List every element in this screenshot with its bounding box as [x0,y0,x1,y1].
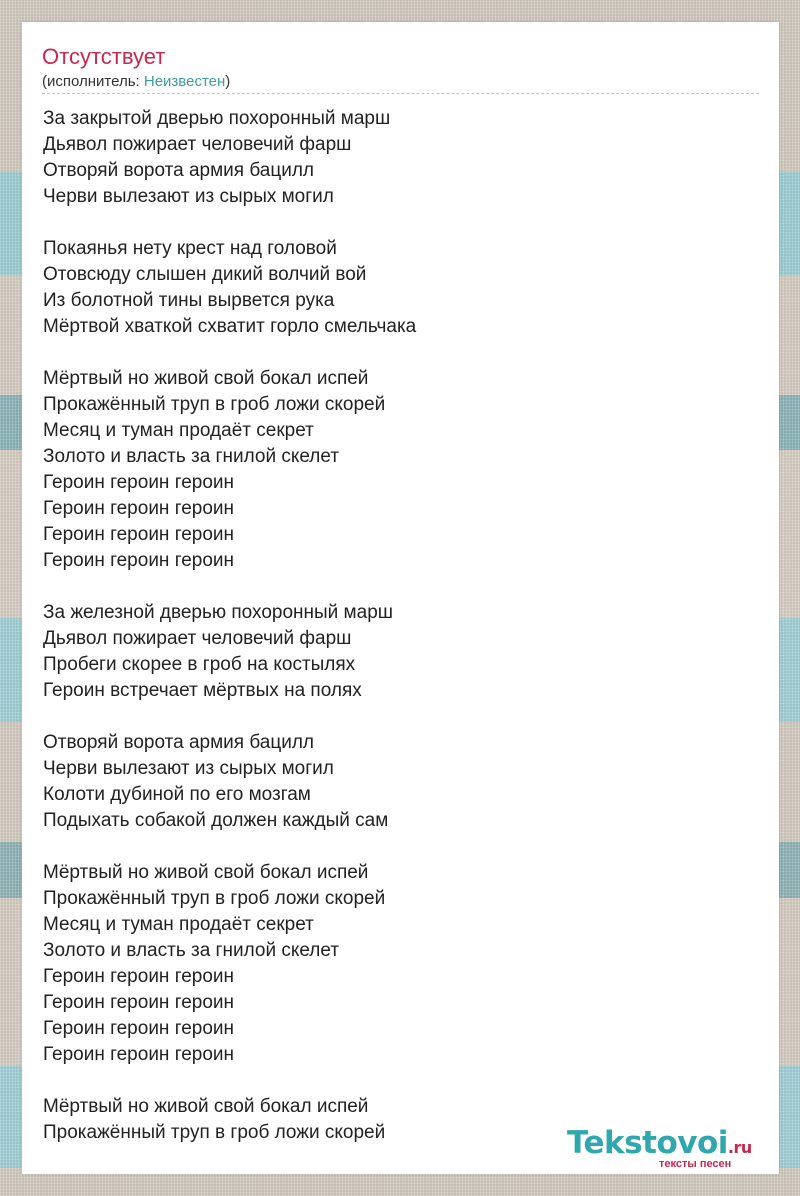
lyric-line: Героин героин героин [43,966,235,987]
lyric-line: Героин героин героин [43,550,235,571]
logo-name: Tekstovoi [567,1125,728,1161]
lyric-line: Героин героин героин [43,524,235,545]
lyric-line: Мёртвый но живой свой бокал испей [43,862,369,883]
lyrics-text [43,106,743,1172]
stanza [43,366,743,574]
stanza [43,236,743,340]
lyric-line: Героин героин героин [43,498,235,519]
lyric-line: Покаянья нету крест над головой [43,238,337,259]
lyric-line: Прокажённый труп в гроб ложи скорей [43,1122,386,1143]
lyric-line: Месяц и туман продаёт секрет [43,420,314,441]
artist-line [42,73,230,91]
logo-tld: .ru [727,1138,752,1157]
lyric-line: Черви вылезают из сырых могил [43,186,334,207]
lyric-line: Черви вылезают из сырых могил [43,758,334,779]
lyric-line: Мёртвый но живой свой бокал испей [43,368,369,389]
lyric-line: Героин героин героин [43,992,235,1013]
lyric-line: Отворяй ворота армия бацилл [43,160,315,181]
lyric-line: Дьявол пожирает человечий фарш [43,134,352,155]
title-divider [42,93,759,94]
logo-tagline: тексты песен [659,1158,732,1170]
stanza [43,600,743,704]
lyric-line: Золото и власть за гнилой скелет [43,940,340,961]
lyric-line: Мёртвый но живой свой бокал испей [43,1096,369,1117]
artist-link[interactable]: Неизвестен [143,73,226,90]
lyric-line: Героин героин героин [43,1018,235,1039]
lyric-line: Героин героин героин [43,1044,235,1065]
lyric-line: Из болотной тины вырвется рука [43,290,335,311]
artist-suffix: ) [225,73,231,90]
lyric-line: Отовсюду слышен дикий волчий вой [43,264,367,285]
stanza [43,730,743,834]
lyric-line: Золото и власть за гнилой скелет [43,446,340,467]
lyrics-card [22,22,779,1174]
lyric-line: За закрытой дверью похоронный марш [43,108,391,129]
song-title: Отсутствует [42,44,166,69]
lyric-line: Подыхать собакой должен каждый сам [43,810,389,831]
lyric-line: Колоти дубиной по его мозгам [43,784,311,805]
lyric-line: Отворяй ворота армия бацилл [43,732,315,753]
lyric-line: Мёртвой хваткой схватит горло смельчака [43,316,417,337]
lyric-line: За железной дверью похоронный марш [43,602,393,623]
lyric-line: Месяц и туман продаёт секрет [43,914,314,935]
site-logo[interactable] [567,1126,772,1168]
lyric-line: Героин героин героин [43,472,235,493]
lyric-line: Пробеги скорее в гроб на костылях [43,654,356,675]
stanza [43,860,743,1068]
lyric-line: Героин встречает мёртвых на полях [43,680,362,701]
lyric-line: Прокажённый труп в гроб ложи скорей [43,394,386,415]
lyric-line: Прокажённый труп в гроб ложи скорей [43,888,386,909]
stanza [43,106,743,210]
artist-prefix: (исполнитель: [42,73,144,90]
lyric-line: Дьявол пожирает человечий фарш [43,628,352,649]
